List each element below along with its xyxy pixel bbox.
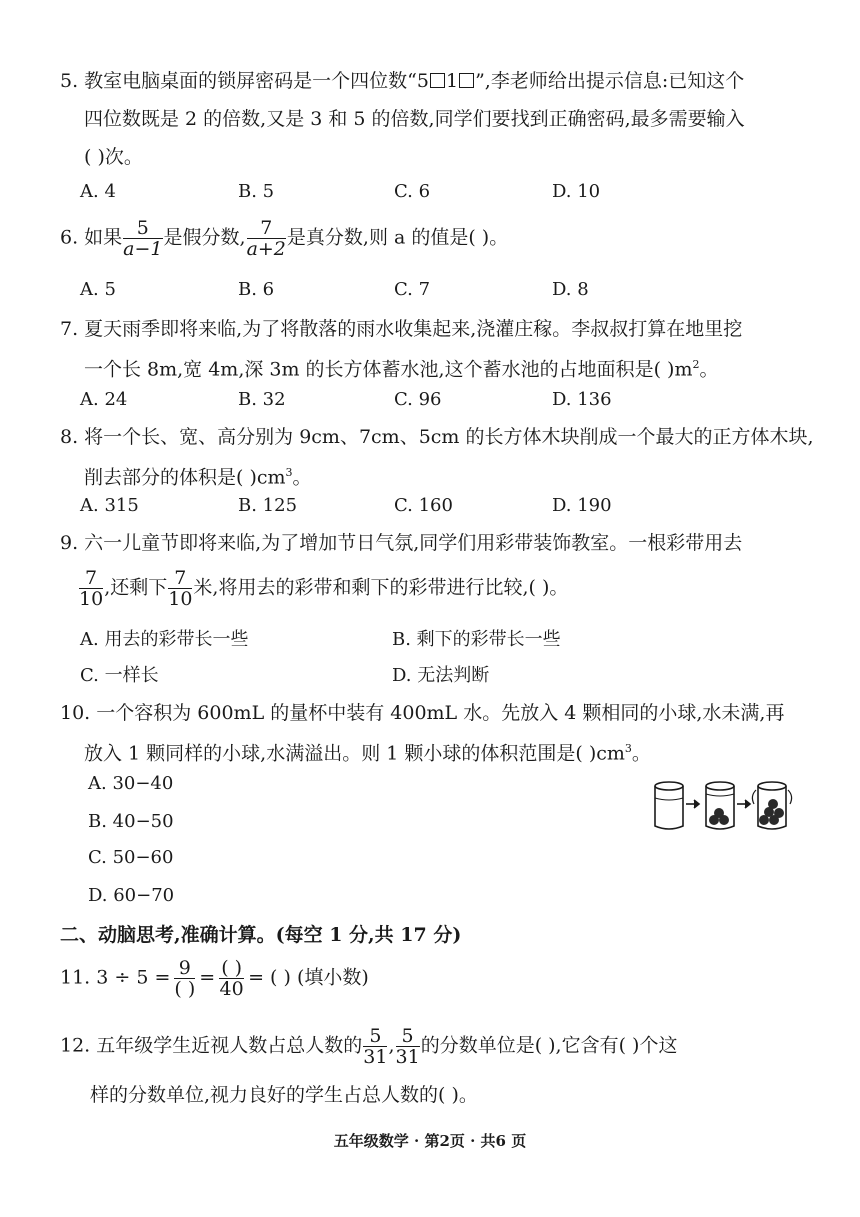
q8-line2: 削去部分的体积是( )$cm^3$。	[84, 466, 312, 489]
q7-option-d: D. 136	[552, 389, 612, 410]
q5-option-d: D. 10	[552, 181, 601, 202]
fraction: $\frac{( )}{40}$	[219, 957, 244, 1000]
q9-option-c: C. 一样长	[80, 665, 159, 686]
beaker-illustration	[652, 776, 810, 836]
q6-line1: 6. 如果 $\frac{5}{a-1}$ 是假分数, $\frac{7}{a+2}$ 是真分数,则 a 的值是( )。	[60, 217, 509, 260]
q5-option-a: A. 4	[80, 181, 116, 202]
fraction: $\frac{7}{10}$	[168, 567, 193, 610]
q10-option-b: B. 40−50	[88, 811, 174, 832]
q12-line2: 样的分数单位,视力良好的学生占总人数的( )。	[90, 1084, 478, 1106]
q10-option-a: A. 30−40	[88, 773, 174, 794]
q6-option-a: A. 5	[80, 279, 116, 300]
q7-option-b: B. 32	[238, 389, 286, 410]
fraction: $\frac{5}{a-1}$	[123, 217, 163, 260]
section-heading: 二、动脑思考,准确计算。(每空 1 分,共 17 分)	[60, 924, 462, 946]
q11-line: 11. 3 ÷ 5 = $\frac{9}{( )}$ = $\frac{( )}{40}$ = ( ) (填小数)	[60, 957, 369, 1000]
page-footer: 五年级数学 · 第2页 · 共6 页	[333, 1132, 527, 1150]
q5-line2: 四位数既是 2 的倍数,又是 3 和 5 的倍数,同学们要找到正确密码,最多需要输入	[84, 108, 745, 130]
q10-line1: 10. 一个容积为 600mL 的量杯中装有 400mL 水。先放入 4 颗相同的小球,水未满,再	[60, 702, 785, 724]
q10-option-c: C. 50−60	[88, 847, 174, 868]
fraction: $\frac{5}{31}$	[363, 1025, 388, 1068]
q10-line2: 放入 1 颗同样的小球,水满溢出。则 1 颗小球的体积范围是( )$cm^3$。	[84, 742, 651, 765]
fraction: $\frac{7}{a+2}$	[246, 217, 286, 260]
q5-line3: ( )次。	[84, 146, 143, 168]
q9-line1: 9. 六一儿童节即将来临,为了增加节日气氛,同学们用彩带装饰教室。一根彩带用去	[60, 532, 743, 554]
q7-line2: 一个长 8m,宽 4m,深 3m 的长方体蓄水池,这个蓄水池的占地面积是( )$m^2$。	[84, 358, 719, 381]
q5-line1: 5. 教室电脑桌面的锁屏密码是一个四位数“5 1 ”,李老师给出提示信息:已知这个	[60, 70, 745, 92]
q9-option-d: D. 无法判断	[392, 665, 490, 686]
q6-option-d: D. 8	[552, 279, 589, 300]
q9-option-a: A. 用去的彩带长一些	[80, 629, 249, 650]
q9-line2: $\frac{7}{10}$ ,还剩下 $\frac{7}{10}$ 米,将用去的彩带和剩下的彩带进行比较,( )。	[79, 567, 569, 610]
digit-box	[430, 73, 445, 88]
q7-option-a: A. 24	[80, 389, 128, 410]
fraction: $\frac{7}{10}$	[79, 567, 104, 610]
digit-box	[459, 73, 474, 88]
q10-option-d: D. 60−70	[88, 885, 175, 906]
q5-option-b: B. 5	[238, 181, 275, 202]
q7-option-c: C. 96	[394, 389, 442, 410]
q8-option-c: C. 160	[394, 495, 453, 516]
q8-option-d: D. 190	[552, 495, 612, 516]
fraction: $\frac{5}{31}$	[395, 1025, 420, 1068]
q7-line1: 7. 夏天雨季即将来临,为了将散落的雨水收集起来,浇灌庄稼。李叔叔打算在地里挖	[60, 318, 743, 340]
q12-line1: 12. 五年级学生近视人数占总人数的 $\frac{5}{31}$ , $\frac{5}{31}$ 的分数单位是( ),它含有( )个这	[60, 1025, 678, 1068]
q8-line1: 8. 将一个长、宽、高分别为 9cm、7cm、5cm 的长方体木块削成一个最大的正方体木块,	[60, 426, 814, 448]
q5-option-c: C. 6	[394, 181, 431, 202]
fraction: $\frac{9}{( )}$	[174, 957, 196, 1000]
q6-option-c: C. 7	[394, 279, 431, 300]
q8-option-a: A. 315	[80, 495, 139, 516]
q8-option-b: B. 125	[238, 495, 298, 516]
q6-option-b: B. 6	[238, 279, 275, 300]
q9-option-b: B. 剩下的彩带长一些	[392, 629, 561, 650]
